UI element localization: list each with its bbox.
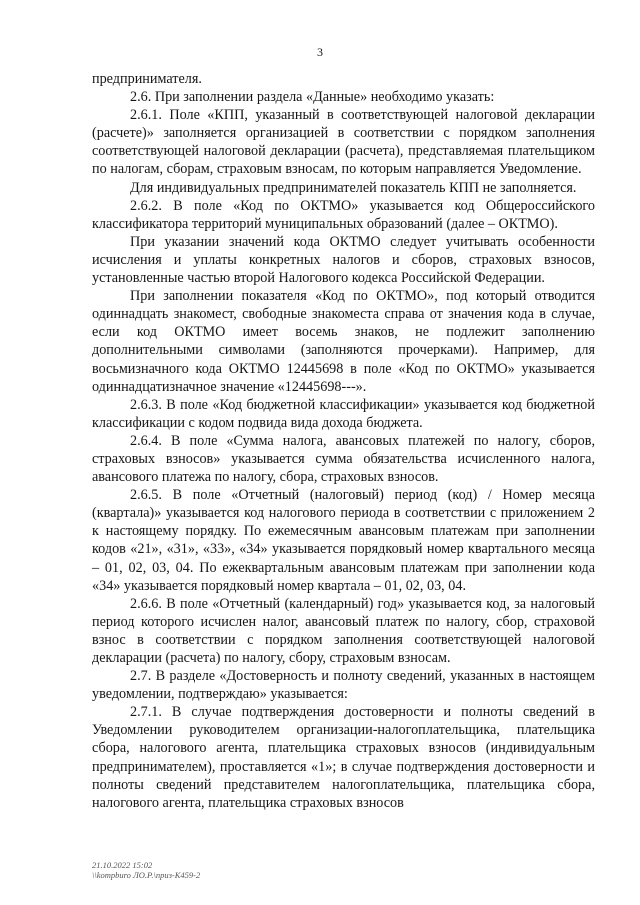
page-number: 3 <box>317 45 323 59</box>
document-body <box>92 70 595 812</box>
paragraph-oktmo-fill: При заполнении показателя «Код по ОКТМО», под который отводится одиннадцать знакомест, свободные знакоместа справа от значения кода в случае, если код ОКТМО имеет восемь знаков, не подлежит заполнению дополнительными символами (заполняются прочерками). Например, для восьмизначного кода ОКТМО 12445698 в поле «Код по ОКТМО» указывается одиннадцатизначное значение «12445698---». <box>92 288 595 395</box>
paragraph-2-6-1: 2.6.1. Поле «КПП, указанный в соответствующей налоговой декларации (расчете)» заполняется организацией в соответствии с порядком заполнения соответствующей налоговой декларации (расчета), представляемая плательщиком по налогам, сборам, страховым взносам, по которым направляется Уведомление. <box>92 107 595 178</box>
footer-timestamp: 21.10.2022 15:02 <box>92 860 153 870</box>
document-footer <box>92 860 200 880</box>
paragraph-2-6-3: 2.6.3. В поле «Код бюджетной классификации» указывается код бюджетной классификации с кодом подвида вида дохода бюджета. <box>92 396 595 431</box>
paragraph-2-6-2: 2.6.2. В поле «Код по ОКТМО» указывается код Общероссийского классификатора территорий муниципальных образований (далее – ОКТМО). <box>92 197 595 232</box>
paragraph-2-6-5: 2.6.5. В поле «Отчетный (налоговый) период (код) / Номер месяца (квартала)» указывается код налогового периода в соответствии с приложением 2 к настоящему порядку. По ежемесячным авансовым платежам при заполнении кодов «21», «31», «33», «34» указывается порядковый номер квартального месяца – 01, 02, 03, 04. По ежеквартальным авансовым платежам при заполнении кода «34» указывается порядковый номер квартала – 01, 02, 03, 04. <box>92 487 595 594</box>
paragraph-2-6: 2.6. При заполнении раздела «Данные» необходимо указать: <box>130 89 495 106</box>
footer-file-path: \\kompburo ЛО.Р.\приз-К459-2 <box>92 870 201 880</box>
paragraph-2-7-1: 2.7.1. В случае подтверждения достоверности и полноты сведений в Уведомлении руководителем организации-налогоплательщика, плательщика сбора, налогового агента, плательщика страховых взносов (индивидуальным предпринимателем), проставляется «1»; в случае подтверждения достоверности и полноты сведений представителем налогоплательщика, плательщика сбора, налогового агента, плательщика страховых взносов <box>92 704 595 811</box>
paragraph-2-6-4: 2.6.4. В поле «Сумма налога, авансовых платежей по налогу, сборов, страховых взносов» указывается сумма обязательства исчисленного налога, авансового платежа по налогу, сбора, страховых взносов. <box>92 432 595 486</box>
paragraph-2-6-6: 2.6.6. В поле «Отчетный (календарный) год» указывается код, за налоговый период которого исчислен налог, авансовый платеж по налогу, сбор, страховой взнос в соответствии с порядком заполнения соответствующей налоговой декларации (расчета) по налогу, сбору, страховым взносам. <box>92 595 595 666</box>
paragraph-continuation: предпринимателя. <box>92 71 202 87</box>
paragraph-2-7: 2.7. В разделе «Достоверность и полноту сведений, указанных в настоящем уведомлении, подтверждаю» указывается: <box>92 668 595 703</box>
paragraph-kpp-note: Для индивидуальных предпринимателей показатель КПП не заполняется. <box>130 179 577 196</box>
paragraph-oktmo-values: При указании значений кода ОКТМО следует учитывать особенности исчисления и уплаты конкретных налогов и сборов, страховых взносов, установленные частью второй Налогового кодекса Российской Федерации. <box>92 233 595 287</box>
